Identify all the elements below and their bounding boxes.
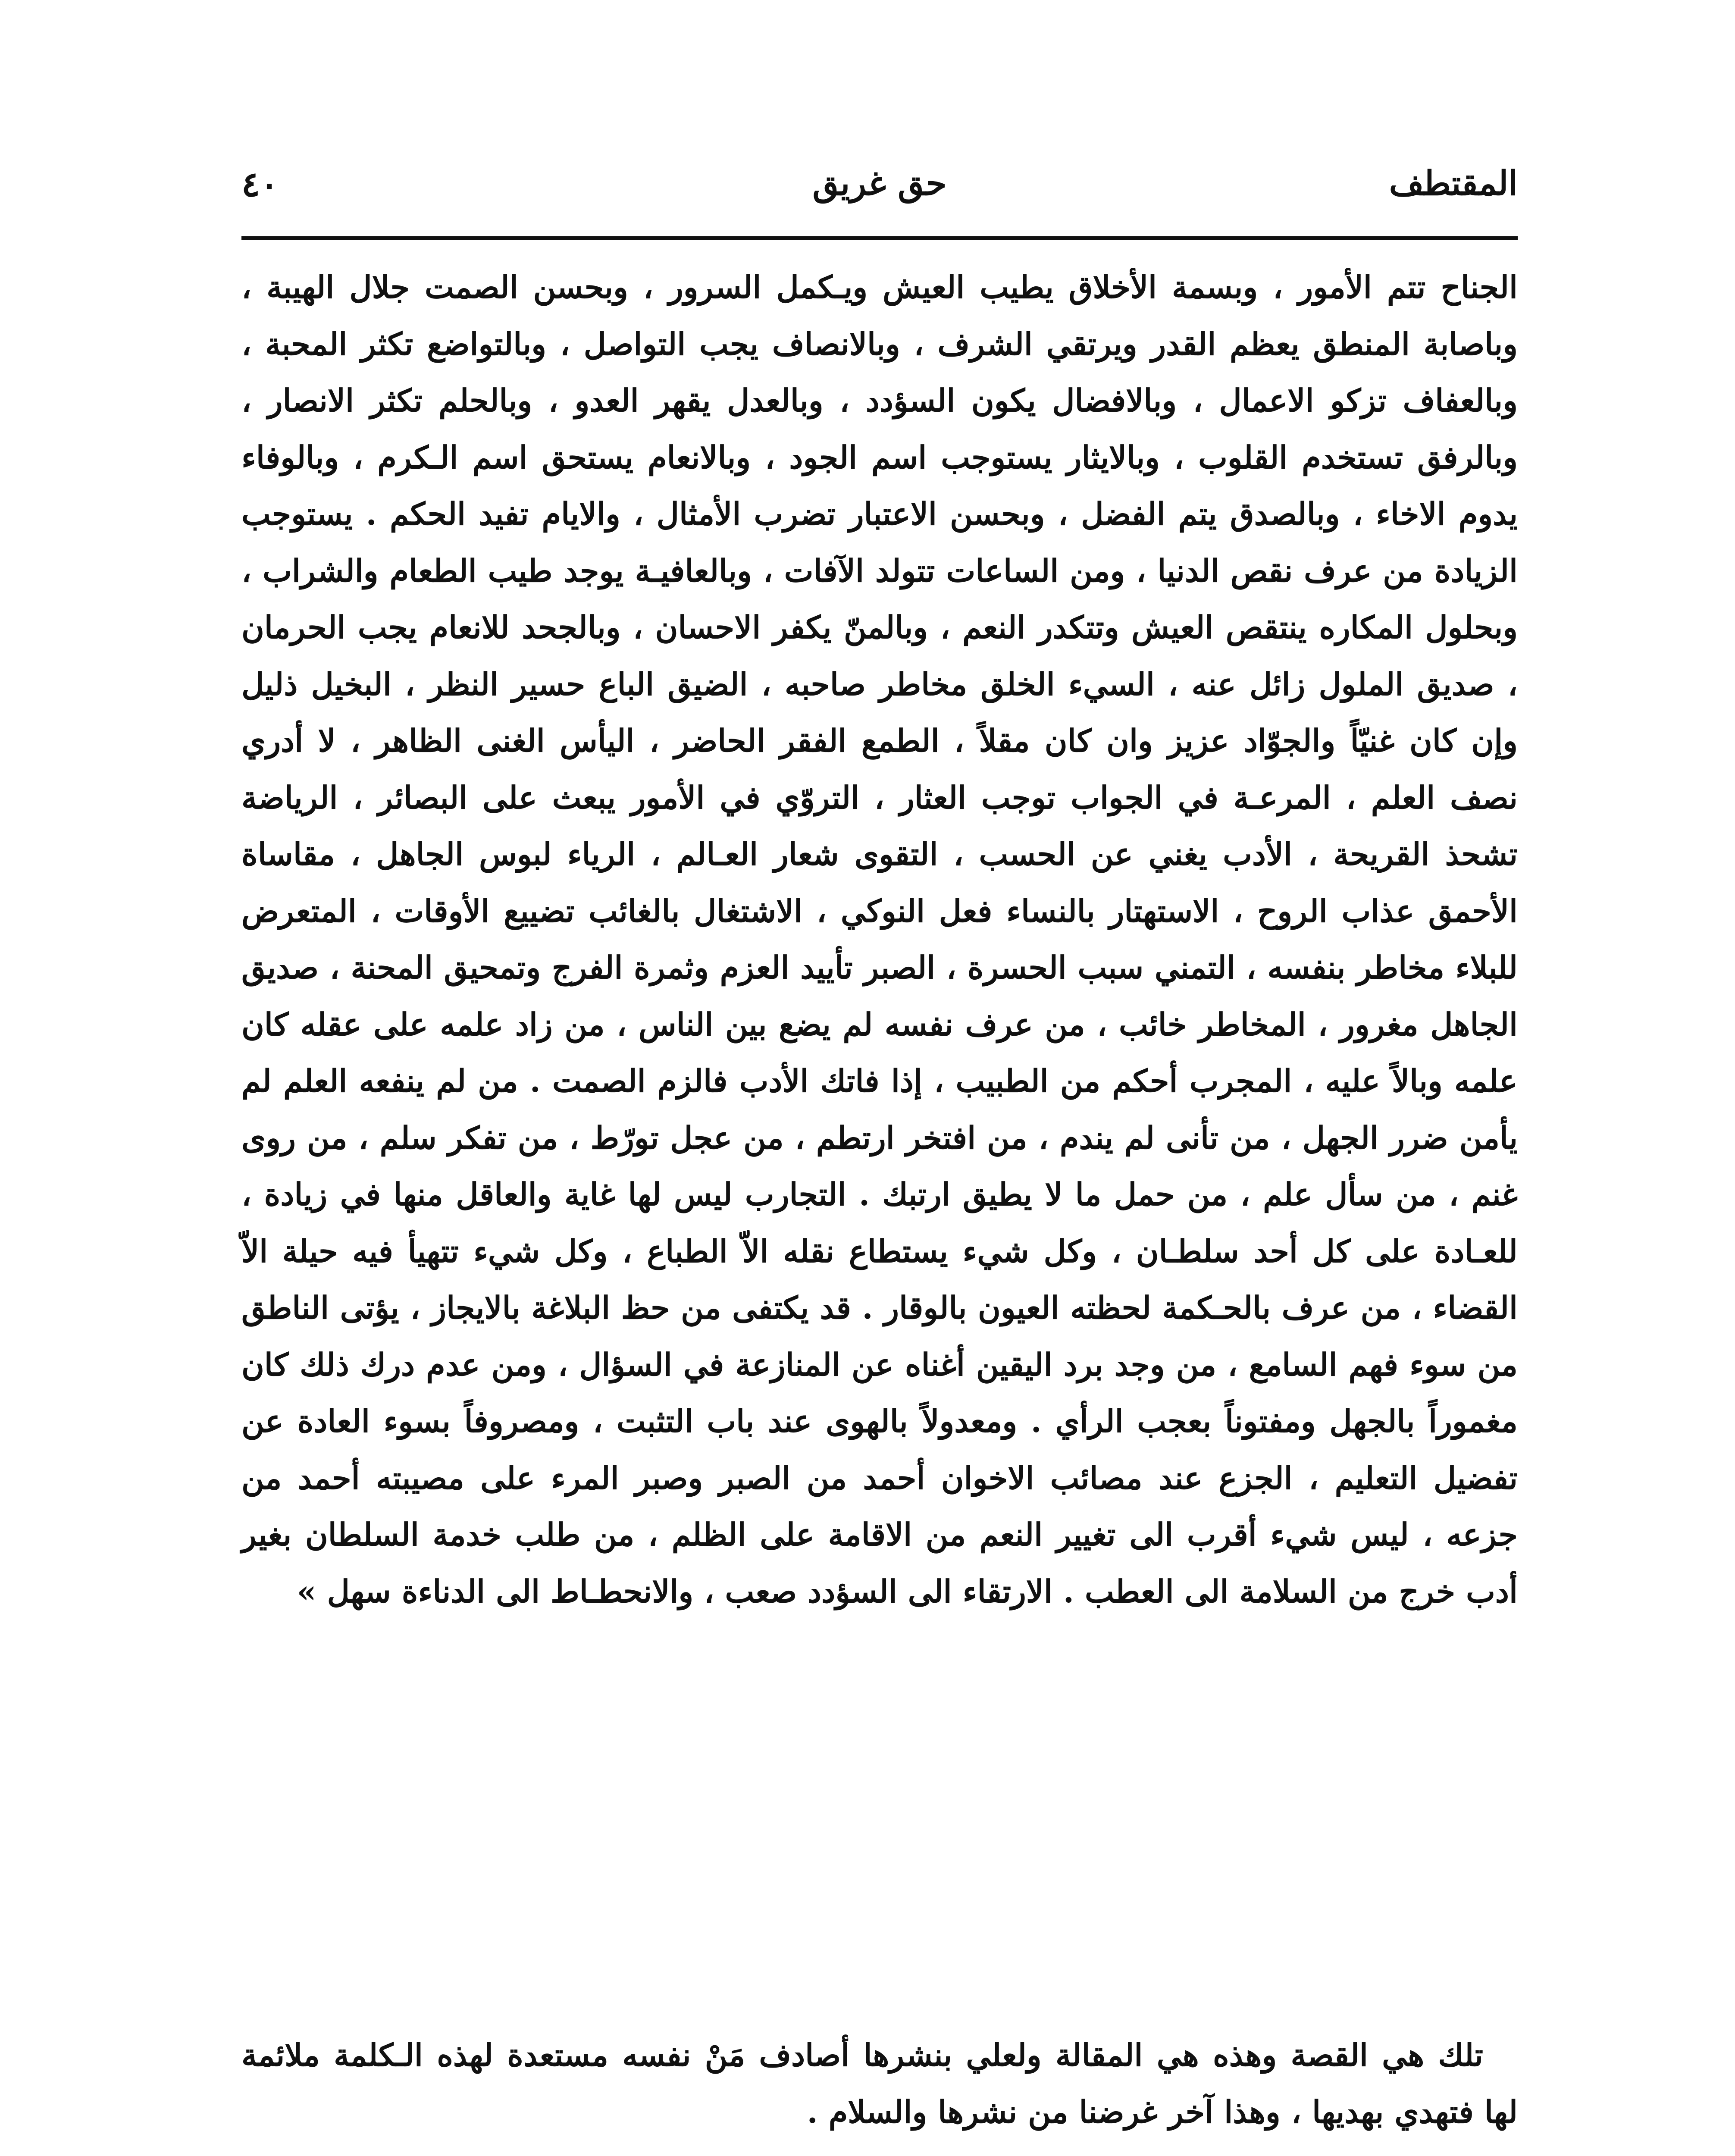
page-number: ٤٠ <box>241 164 279 204</box>
author-signature <box>259 2152 586 2156</box>
journal-name: المقتطف <box>1389 164 1518 203</box>
header-rule <box>241 236 1518 240</box>
author-name <box>259 2152 586 2156</box>
closing-paragraph: تلك هي القصة وهذه هي المقالة ولعلي بنشرها أصادف مَنْ نفسه مستعدة لهذه الـكلمة ملائمة لها فتهدي بهديها ، وهذا آخر غرضنا من نشرها والسلام . <box>241 2037 1518 2130</box>
article-title: حق غريق <box>812 164 947 203</box>
page-header <box>241 164 1518 229</box>
body-paragraph: الجناح تتم الأمور ، وبسمة الأخلاق يطيب العيش ويـكمل السرور ، وبحسن الصمت جلال الهيبة ، وباصابة المنطق يعظم القدر ويرتقي الشرف ، وبالانصاف يجب التواصل ، وبالتواضع تكثر المحبة ، وبالعفاف تزكو الاعمال ، وبالافضال يكون السؤدد ، وبالعدل يقهر العدو ، وبالحلم تكثر الانصار ، وبالرفق تستخدم القلوب ، وبالايثار يستوجب اسم الجود ، وبالانعام يستحق اسم الـكرم ، وبالوفاء يدوم الاخاء ، وبالصدق يتم الفضل ، وبحسن الاعتبار تضرب الأمثال ، والايام تفيد الحكم . يستوجب الزيادة من عرف نقص الدنيا ، ومن الساعات تتولد الآفات ، وبالعافيـة يوجد طيب الطعام والشراب ، وبحلول المكاره ينتقص العيش وتتكدر النعم ، وبالمنّ يكفر الاحسان ، وبالجحد للانعام يجب الحرمان ، صديق الملول زائل عنه ، السيء الخلق مخاطر صاحبه ، الضيق الباع حسير النظر ، البخيل ذليل وإن كان غنيّاً والجوّاد عزيز وان كان مقلاً ، الطمع الفقر الحاضر ، اليأس الغنى الظاهر ، لا أدري نصف العلم ، المرعـة في الجواب توجب العثار ، التروّي في الأمور يبعث على البصائر ، الرياضة تشحذ القريحة ، الأدب يغني عن الحسب ، التقوى شعار العـالم ، الرياء لبوس الجاهل ، مقاساة الأحمق عذاب الروح ، الاستهتار بالنساء فعل النوكي ، الاشتغال بالغائب تضييع الأوقات ، المتعرض للبلاء مخاطر بنفسه ، التمني سبب الحسرة ، الصبر تأييد العزم وثمرة الفرج وتمحيق المحنة ، صديق الجاهل مغرور ، المخاطر خائب ، من عرف نفسه لم يضع بين الناس ، من زاد علمه على عقله كان علمه وبالاً عليه ، المجرب أحكم من الطبيب ، إذا فاتك الأدب فالزم الصمت . من لم ينفعه العلم لم يأمن ضرر الجهل ، من تأنى لم يندم ، من افتخر ارتطم ، من عجل تورّط ، من تفكر سلم ، من روى غنم ، من سأل علم ، من حمل ما لا يطيق ارتبك . التجارب ليس لها غاية والعاقل منها في زيادة ، للعـادة على كل أحد سلطـان ، وكل شيء يستطاع نقله الاّ الطباع ، وكل شيء تتهيأ فيه حيلة الاّ القضاء ، من عرف بالحـكمة لحظته العيون بالوقار . قد يكتفى من حظ البلاغة بالايجاز ، يؤتى الناطق من سوء فهم السامع ، من وجد برد اليقين أغناه عن المنازعة في السؤال ، ومن عدم درك ذلك كان مغموراً بالجهل ومفتوناً بعجب الرأي . ومعدولاً بالهوى عند باب التثبت ، ومصروفاً بسوء العادة عن تفضيل التعليم ، الجزع عند مصائب الاخوان أحمد من الصبر وصبر المرء على مصيبته أحمد من جزعه ، ليس شيء أقرب الى تغيير النعم من الاقامة على الظلم ، من طلب خدمة السلطان بغير أدب خرج من السلامة الى العطب . الارتقاء الى السؤدد صعب ، والانحطـاط الى الدناءة سهل » <box>241 269 1518 1610</box>
